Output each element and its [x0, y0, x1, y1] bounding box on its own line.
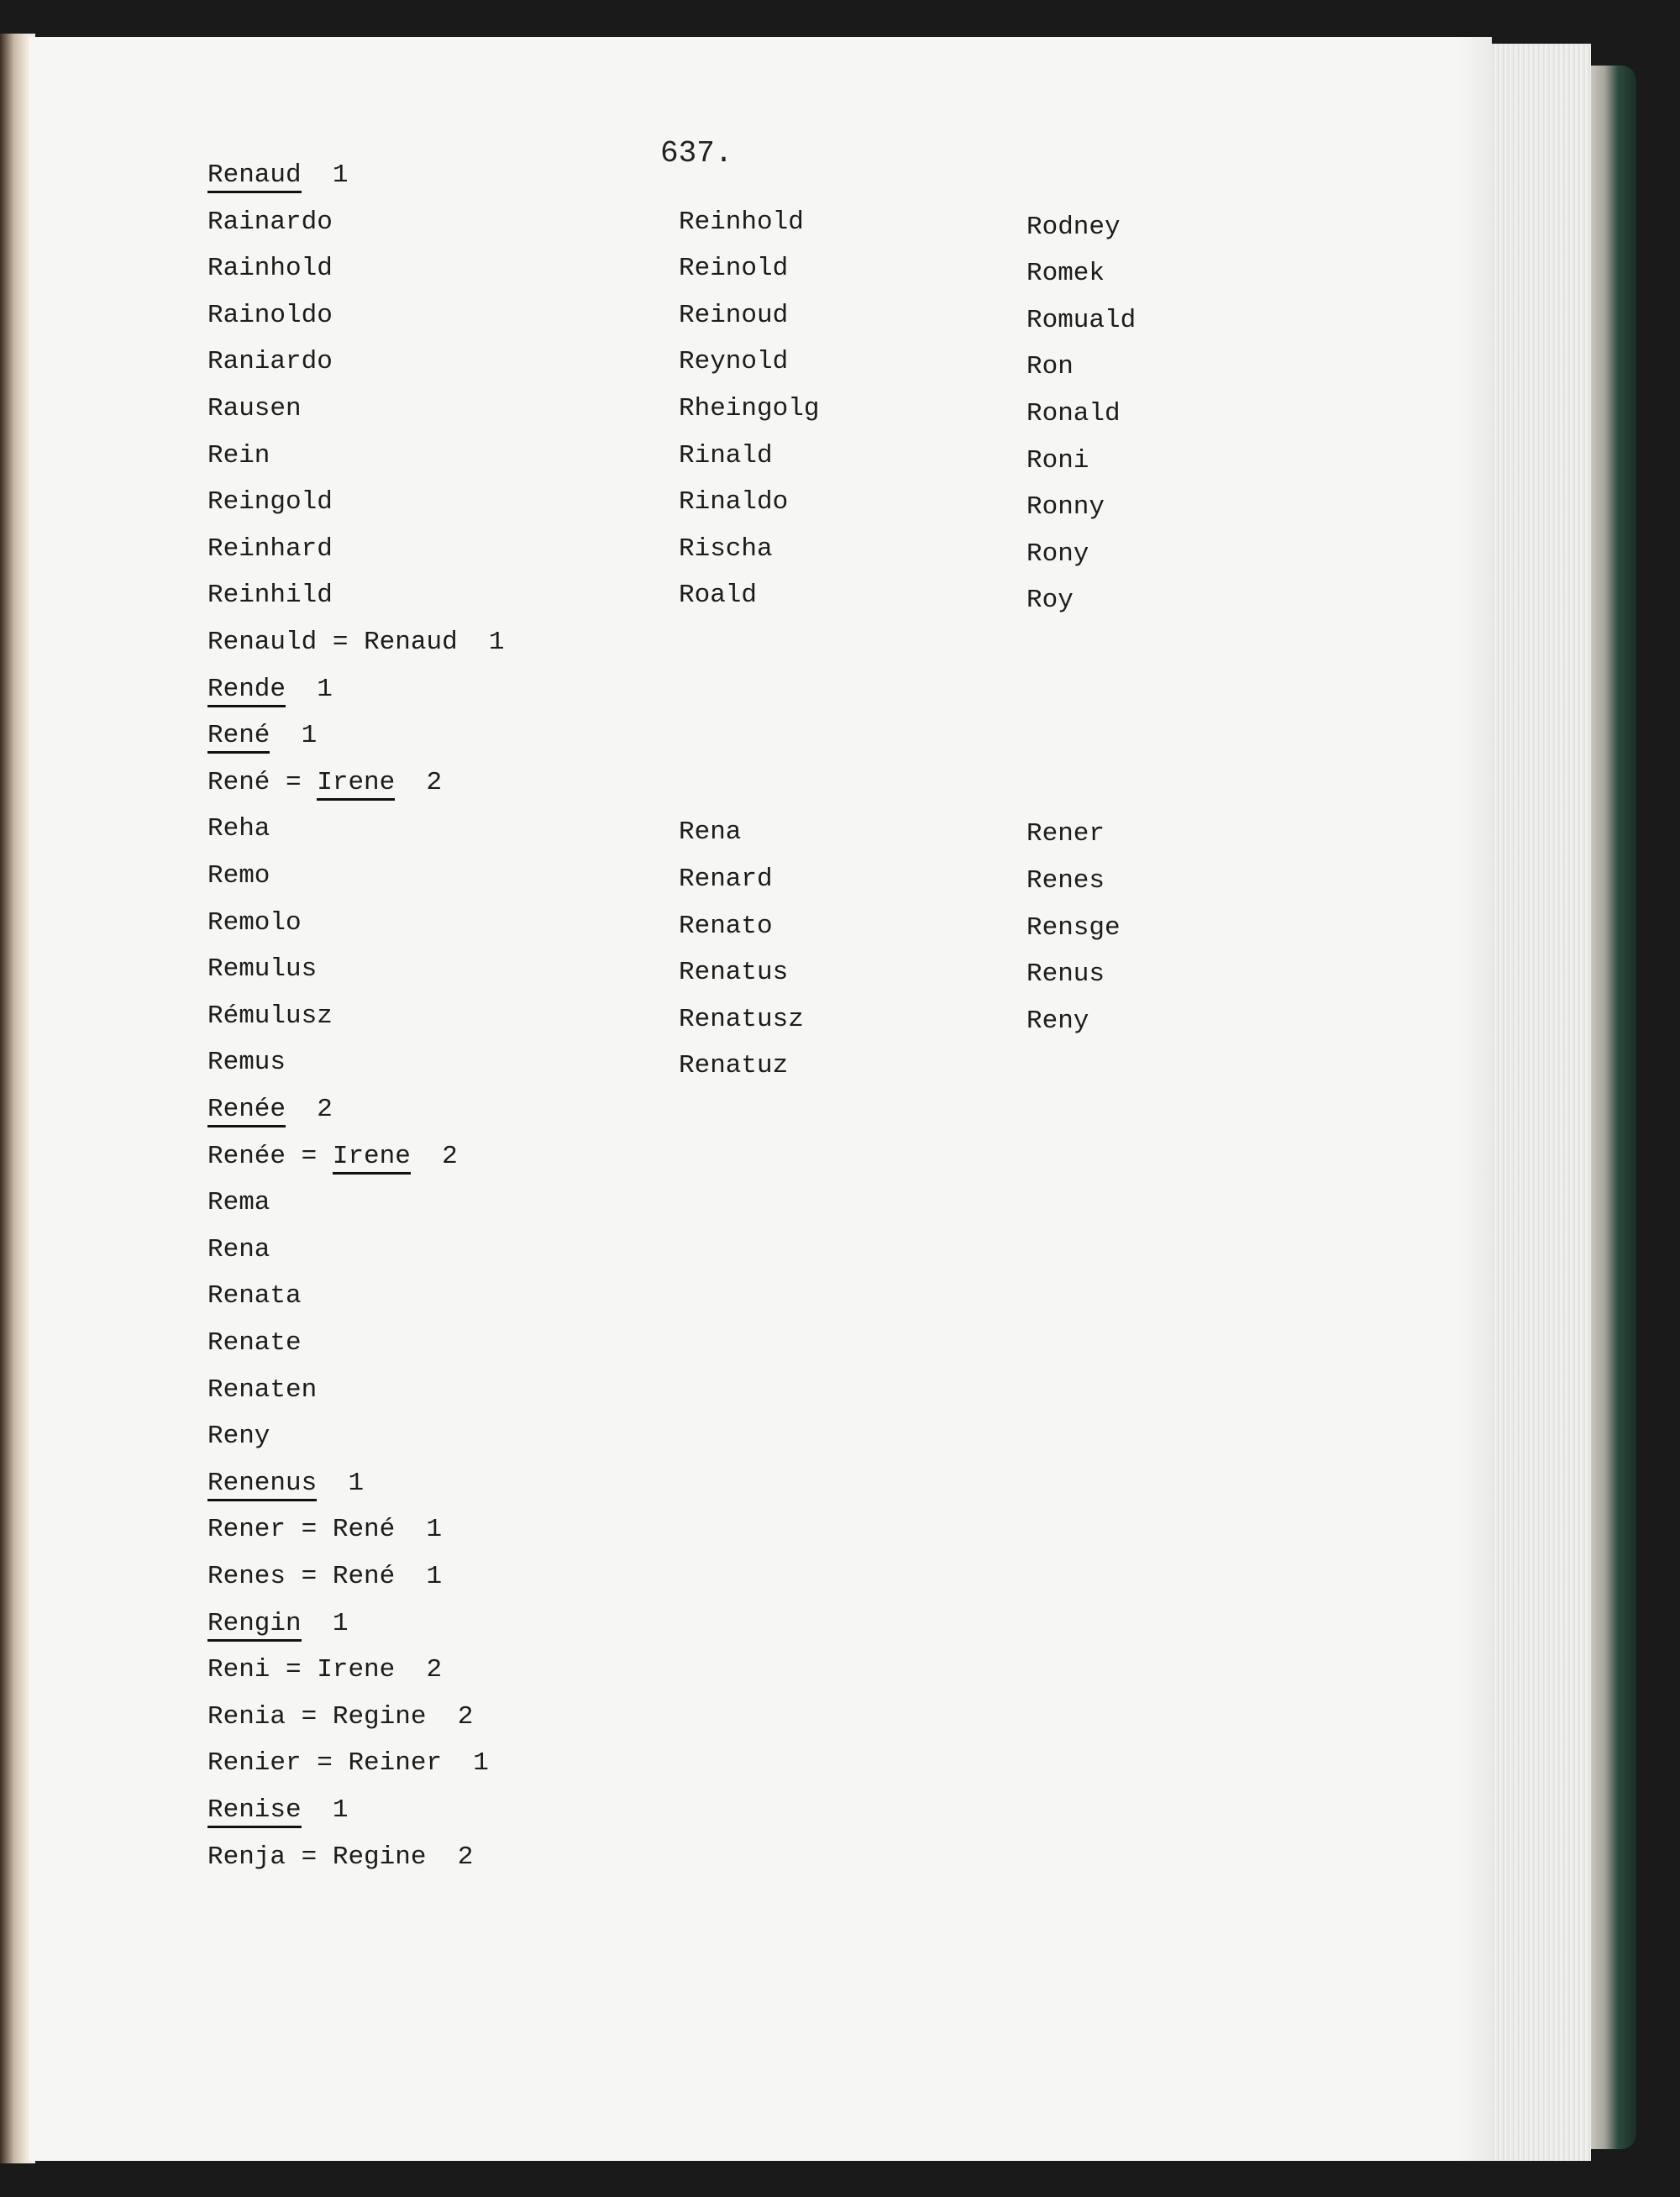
equals-sign: =	[301, 1701, 318, 1732]
variant-name: Rener	[1026, 819, 1105, 849]
entry-count: 2	[426, 767, 443, 797]
reference-name: Irene	[317, 768, 395, 801]
index-entry	[207, 300, 333, 332]
index-entry	[207, 393, 302, 425]
entry-name: Reha	[207, 814, 270, 844]
index-entry	[207, 1001, 333, 1033]
equals-sign: =	[317, 1748, 333, 1779]
variant-name: Renato	[679, 911, 773, 941]
entry-name: Remo	[207, 861, 270, 891]
variant-name: Renatusz	[679, 1004, 804, 1034]
index-entry	[207, 907, 302, 939]
entry-count: 1	[348, 1468, 365, 1498]
variant-name: Rinald	[679, 440, 773, 470]
variant-name: Renard	[679, 865, 773, 894]
entry-count: 1	[301, 721, 318, 751]
variant-name: Rischa	[679, 533, 773, 564]
entry-name: Rende	[207, 675, 286, 707]
entry-name: Rainoldo	[207, 300, 333, 330]
entry-name: Reny	[207, 1422, 270, 1452]
entry-count: 1	[426, 1562, 443, 1591]
index-entry	[207, 627, 505, 659]
entry-name: Renier	[207, 1748, 302, 1779]
index-entry	[207, 533, 333, 565]
equals-sign: =	[286, 767, 302, 797]
index-entry	[207, 1748, 489, 1779]
variant-name: Ronald	[1026, 399, 1121, 428]
reference-name: Reiner	[348, 1748, 443, 1779]
index-entry	[207, 1514, 442, 1546]
variant-name: Rena	[679, 817, 742, 848]
entry-name: Remus	[207, 1048, 286, 1078]
index-entry	[207, 440, 270, 472]
variant-name: Rheingolg	[679, 394, 820, 423]
index-entry	[207, 860, 270, 892]
reference-name: René	[332, 1515, 396, 1545]
equals-sign: =	[301, 1141, 318, 1171]
entry-count: 2	[457, 1701, 474, 1732]
index-entry	[207, 1701, 473, 1733]
book-page	[29, 37, 1492, 2161]
entry-count: 2	[442, 1141, 458, 1171]
index-entry	[207, 486, 333, 518]
entry-name: Remulus	[207, 954, 318, 985]
entry-name: Rema	[207, 1188, 270, 1218]
entry-name: Renise	[207, 1795, 302, 1828]
entry-name: René	[207, 767, 270, 797]
entry-count: 1	[473, 1748, 489, 1779]
index-entry	[207, 346, 333, 378]
equals-sign: =	[301, 1842, 318, 1872]
entry-name: Raniardo	[207, 347, 333, 377]
entry-name: Renaud	[207, 160, 302, 193]
entry-count: 1	[317, 674, 333, 704]
variant-name: Renatus	[679, 958, 789, 988]
entry-name: René	[207, 721, 270, 754]
variant-name: Rony	[1026, 539, 1089, 569]
entry-name: Rengin	[207, 1609, 302, 1642]
variant-name: Ronny	[1026, 492, 1105, 523]
index-entry	[207, 1187, 270, 1219]
variant-name: Renes	[1026, 866, 1105, 896]
variant-name: Roni	[1026, 445, 1089, 476]
entry-name: Renenus	[207, 1469, 317, 1501]
reference-name: Regine	[332, 1842, 427, 1872]
variant-name: Renus	[1026, 959, 1105, 990]
entry-name: Reingold	[207, 487, 333, 518]
index-entry	[207, 954, 317, 985]
index-entry	[207, 1234, 270, 1266]
variant-name: Roy	[1026, 586, 1074, 616]
variant-name: Renatuz	[679, 1051, 789, 1081]
entry-name: Reinhild	[207, 581, 333, 611]
index-entry	[207, 813, 270, 845]
variant-name: Reinoud	[679, 300, 789, 330]
entry-name: Renée	[207, 1141, 286, 1171]
index-entry	[207, 1561, 442, 1593]
variant-name: Rinaldo	[679, 487, 789, 518]
index-entry	[207, 1421, 270, 1453]
entry-name: Rainardo	[207, 207, 333, 237]
entry-name: Renate	[207, 1328, 302, 1358]
variant-name: Reinhold	[679, 207, 804, 237]
reference-name: Irene	[317, 1655, 396, 1685]
entry-name: Rainhold	[207, 254, 333, 284]
index-entry	[207, 160, 348, 192]
page-number: 637.	[660, 136, 733, 171]
index-entry	[207, 1094, 333, 1126]
entry-name: Renja	[207, 1842, 286, 1872]
reference-name: René	[332, 1562, 396, 1591]
entry-name: Renia	[207, 1701, 286, 1732]
entry-count: 1	[332, 1608, 349, 1638]
entry-count: 1	[332, 160, 349, 190]
entry-name: Renes	[207, 1562, 286, 1591]
variant-name: Rensge	[1026, 912, 1121, 943]
entry-name: Renata	[207, 1281, 302, 1311]
variant-name: Romuald	[1026, 305, 1137, 335]
equals-sign: =	[301, 1515, 318, 1545]
index-entry	[207, 1654, 442, 1686]
variant-name: Ron	[1026, 352, 1074, 382]
index-entry	[207, 767, 442, 799]
entry-name: Renée	[207, 1095, 286, 1127]
index-entry	[207, 674, 333, 706]
index-entry	[207, 1795, 348, 1826]
index-entry	[207, 580, 333, 612]
index-entry	[207, 1468, 364, 1500]
entry-name: Rausen	[207, 394, 302, 423]
index-entry	[207, 1047, 286, 1079]
equals-sign: =	[286, 1655, 302, 1685]
entry-name: Rein	[207, 440, 270, 470]
variant-name: Reny	[1026, 1006, 1089, 1036]
entry-count: 1	[426, 1515, 443, 1545]
entry-count: 2	[457, 1842, 474, 1872]
variant-name: Roald	[679, 581, 758, 611]
entry-count: 1	[488, 628, 505, 657]
variant-name: Reinold	[679, 254, 789, 284]
index-entry	[207, 207, 333, 239]
variant-name: Romek	[1026, 259, 1105, 289]
entry-name: Reni	[207, 1655, 270, 1685]
variant-name: Reynold	[679, 347, 789, 377]
page-stack-edge	[1492, 44, 1591, 2161]
entry-name: Remolo	[207, 907, 302, 938]
index-entry	[207, 1608, 348, 1640]
entry-name: Renauld	[207, 628, 318, 657]
entry-count: 2	[317, 1095, 333, 1124]
entry-name: Renaten	[207, 1374, 318, 1405]
index-entry	[207, 1280, 302, 1312]
book-cover	[1591, 66, 1636, 2149]
entry-name: Rener	[207, 1515, 286, 1545]
entry-count: 2	[426, 1655, 443, 1685]
equals-sign: =	[332, 628, 349, 657]
reference-name: Renaud	[364, 628, 458, 657]
entry-name: Rena	[207, 1234, 270, 1264]
entry-name: Rémulusz	[207, 1001, 333, 1031]
index-entry	[207, 1842, 473, 1874]
index-entry	[207, 253, 333, 285]
index-entry	[207, 1141, 458, 1173]
variant-name: Rodney	[1026, 212, 1121, 242]
index-entry	[207, 720, 317, 752]
entry-count: 1	[332, 1795, 349, 1825]
entry-name: Reinhard	[207, 533, 333, 564]
reference-name: Regine	[332, 1701, 427, 1732]
equals-sign: =	[301, 1562, 318, 1591]
index-entry	[207, 1327, 302, 1359]
index-entry	[207, 1374, 317, 1406]
reference-name: Irene	[333, 1142, 411, 1175]
